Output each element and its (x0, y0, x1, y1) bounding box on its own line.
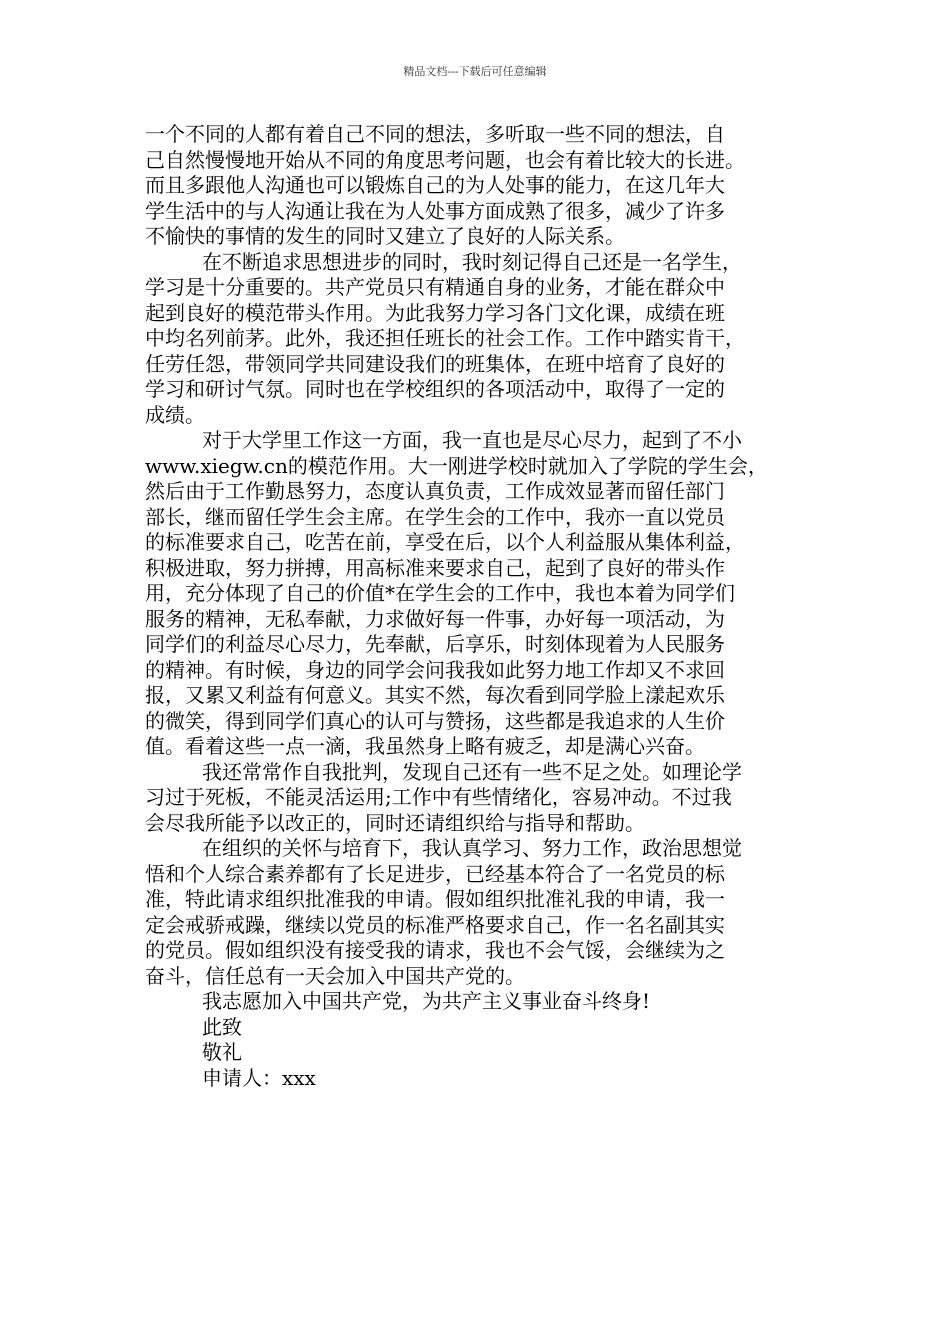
text-line: 的党员。假如组织没有接受我的请求，我也不会气馁，会继续为之 (145, 938, 725, 962)
closing-salutation: 此致 (202, 1014, 242, 1039)
paragraph-start-line: 在不断追求思想进步的同时，我时刻记得自己还是一名学生， (202, 249, 742, 274)
pledge-line: 我志愿加入中国共产党，为共产主义事业奋斗终身! (202, 989, 651, 1013)
text-line: 一个不同的人都有着自己不同的想法，多听取一些不同的想法，自 (145, 122, 725, 146)
text-line: 悟和个人综合素养都有了长足进步，已经基本符合了一名党员的标 (145, 861, 725, 886)
text-line: www.xiegw.cn的模范作用。大一刚进学校时就加入了学院的学生会， (145, 453, 768, 478)
text-line: 准，特此请求组织批准我的申请。假如组织批准礼我的申请，我一 (145, 887, 725, 911)
text-line: 任劳任怨，带领同学共同建设我们的班集体，在班中培育了良好的 (145, 351, 725, 376)
text-line: 中均名列前茅。此外，我还担任班长的社会工作。工作中踏实肯干， (145, 326, 745, 350)
document-body (145, 122, 805, 1091)
text-line: 不愉快的事情的发生的同时又建立了良好的人际关系。 (145, 224, 625, 248)
text-line: 同学们的利益尽心尽力，先奉献，后享乐，时刻体现着为人民服务 (145, 632, 725, 656)
paragraph-start-line: 在组织的关怀与培育下，我认真学习、努力工作，政治思想觉 (202, 836, 742, 860)
text-line: 学生活中的与人沟通让我在为人处事方面成熟了很多，减少了许多 (145, 198, 725, 223)
text-line: 起到良好的模范带头作用。为此我努力学习各门文化课，成绩在班 (145, 300, 725, 325)
text-line: 部长，继而留任学生会主席。在学生会的工作中，我亦一直以党员 (145, 504, 725, 529)
text-line: 会尽我所能予以改正的，同时还请组织给与指导和帮助。 (145, 810, 645, 835)
text-line: 的标准要求自己，吃苦在前，享受在后，以个人利益服从集体利益， (145, 530, 745, 554)
text-line: 学习是十分重要的。共产党员只有精通自身的业务，才能在群众中 (145, 275, 725, 299)
text-line: 而且多跟他人沟通也可以锻炼自己的为人处事的能力，在这几年大 (145, 173, 725, 197)
text-line: 报，又累又利益有何意义。其实不然，每次看到同学脸上漾起欢乐 (145, 683, 725, 707)
text-line: 奋斗，信任总有一天会加入中国共产党的。 (145, 963, 525, 988)
paragraph-start-line: 我还常常作自我批判，发现自己还有一些不足之处。如理论学 (202, 759, 742, 784)
applicant-signature: 申请人：xxx (202, 1065, 316, 1090)
text-line: 值。看着这些一点一滴，我虽然身上略有疲乏，却是满心兴奋。 (145, 734, 705, 758)
text-line: 的精神。有时候，身边的同学会问我我如此努力地工作却又不求回 (145, 657, 725, 682)
text-line: 学习和研讨气氛。同时也在学校组织的各项活动中，取得了一定的 (145, 377, 725, 401)
text-line: 己自然慢慢地开始从不同的角度思考问题，也会有着比较大的长进。 (145, 147, 745, 172)
text-line: 积极进取，努力拼搏，用高标准来要求自己，起到了良好的带头作 (145, 555, 725, 580)
text-line: 然后由于工作勤恳努力，态度认真负责，工作成效显著而留任部门 (145, 479, 725, 503)
text-line: 定会戒骄戒躁，继续以党员的标准严格要求自己，作一名名副其实 (145, 912, 725, 937)
text-line: 成绩。 (145, 402, 205, 427)
closing-regards: 敬礼 (202, 1040, 242, 1064)
text-line: 用，充分体现了自己的价值*在学生会的工作中，我也本着为同学们 (145, 581, 735, 605)
text-line: 服务的精神，无私奉献，力求做好每一件事，办好每一项活动，为 (145, 606, 725, 631)
paragraph-start-line: 对于大学里工作这一方面，我一直也是尽心尽力，起到了不小 (202, 428, 742, 452)
text-line: 习过于死板，不能灵活运用;工作中有些情绪化，容易冲动。不过我 (145, 785, 732, 809)
text-line: 的微笑，得到同学们真心的认可与赞扬，这些都是我追求的人生价 (145, 708, 725, 733)
page-header: 精品文档---下载后可任意编辑 (403, 65, 547, 78)
